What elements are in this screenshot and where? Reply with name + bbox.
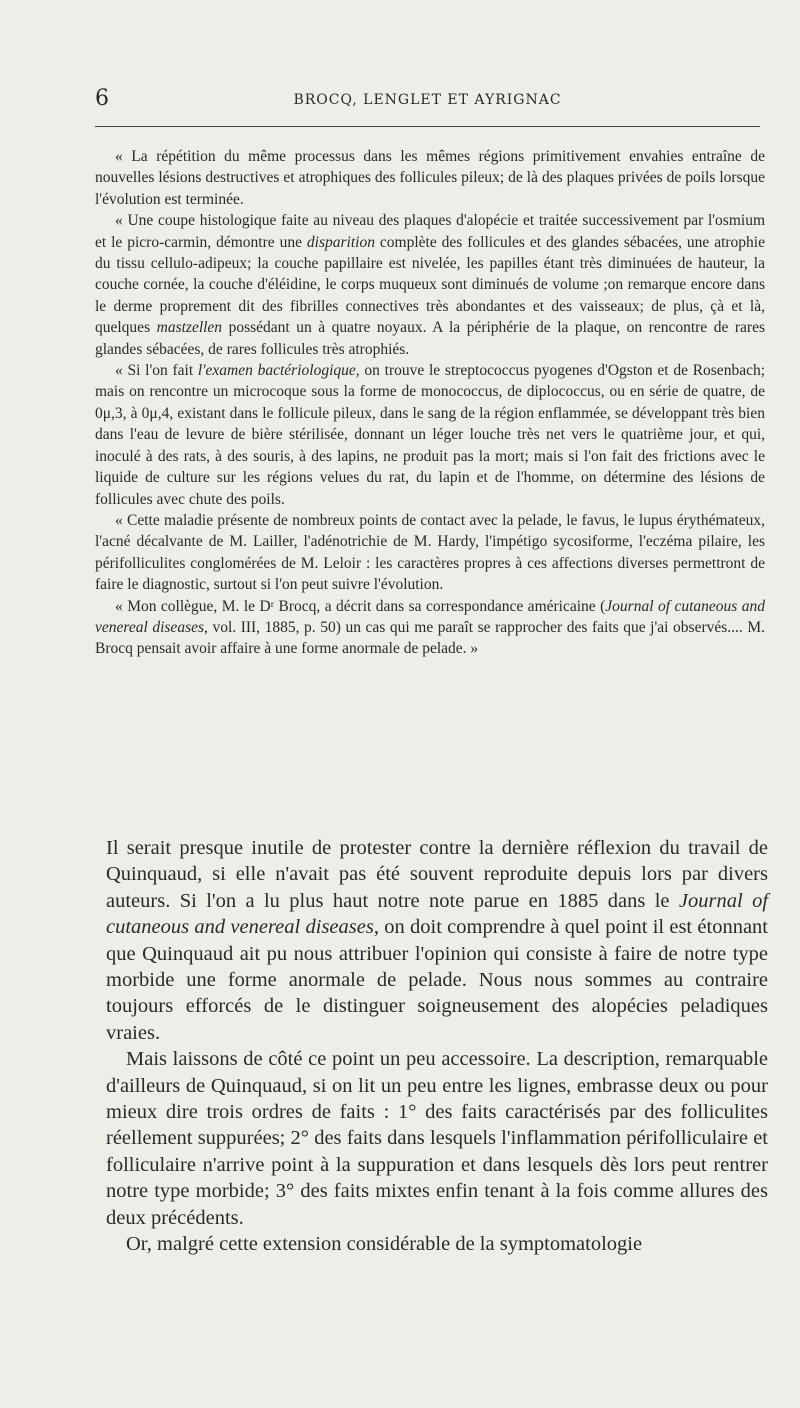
quote-paragraph-4: « Cette maladie présente de nombreux points de contact avec la pelade, le favus, le lupus érythémateux, l'acné décalvante de M. Lailler, l'adénotrichie de M. Hardy, l'impétigo sycosiforme, l'eczéma pilaire, les périfolliculites conglomérées de M. Leloir : les caractères propres à ces affections diverses permettront de faire le diagnostic, surtout si l'on peut suivre l'évolution. bbox=[95, 511, 765, 594]
page-number: 6 bbox=[95, 86, 109, 111]
main-paragraph-3: Or, malgré cette extension considérable de la symptomatologie bbox=[126, 1233, 643, 1256]
quoted-passage bbox=[95, 146, 765, 660]
quote-paragraph-1: « La répétition du même processus dans les mêmes régions primitivement envahies entraîne de nouvelles lésions destructives et atrophiques des follicules pileux; de là des plaques privées de poils lorsque l'évolution est terminée. bbox=[95, 148, 765, 208]
page-header bbox=[95, 84, 760, 114]
quote-paragraph-3: « Si l'on fait l'examen bactériologique, on trouve le streptococcus pyogenes d'Ogston et de Rosenbach; mais on rencontre un microcoque sous la forme de monococcus, de diplococcus, ou en série de quatre, de 0μ,3, à 0μ,4, existant dans le follicule pileux, dans le sang de la région enflammée, se développant très bien dans l'eau de levure de bière stérilisée, donnant un léger louche très net vers le quatrième jour, et qui, inoculé à des rats, à des souris, à des lapins, ne produit pas la mort; mais si l'on fait des frictions avec le liquide de culture sur les régions velues du rat, du lapin et de l'homme, on détermine des lésions de follicules avec chute des poils. bbox=[95, 362, 766, 508]
quote-paragraph-5: « Mon collègue, M. le Dʳ Brocq, a décrit dans sa correspondance américaine (Journal of cutaneous and venereal diseases, vol. III, 1885, p. 50) un cas qui me paraît se rapprocher des faits que j'ai observés.... M. Brocq pensait avoir affaire à une forme anormale de pelade. » bbox=[95, 597, 765, 658]
quote-paragraph-2: « Une coupe histologique faite au niveau des plaques d'alopécie et traitée successivement par l'osmium et le picro-carmin, démontre une disparition complète des follicules et des glandes sébacées, une atrophie du tissu cellulo-adipeux; la couche papillaire est nivelée, les papilles étant très diminuées de hauteur, la couche cornée, la couche d'éléidine, le corps muqueux sont diminués de volume ;on remarque encore dans le derme proprement dit des fibrilles connectives très abondantes et des vaisseaux; de plus, çà et là, quelques mastzellen possédant un à quatre noyaux. A la périphérie de la plaque, on rencontre de rares glandes sébacées, de rares follicules très atrophiés. bbox=[95, 212, 765, 358]
running-head: BROCQ, LENGLET ET AYRIGNAC bbox=[293, 92, 562, 108]
main-text bbox=[106, 835, 768, 1258]
header-rule bbox=[95, 126, 760, 127]
main-paragraph-2: Mais laissons de côté ce point un peu accessoire. La description, remarquable d'ailleurs de Quinquaud, si on lit un peu entre les lignes, embrasse deux ou pour mieux dire trois ordres de faits : 1° des faits caractérisés par des folliculites réellement suppurées; 2° des faits dans lesquels l'inflammation périfolliculaire et folliculaire n'arrive point à la suppuration et dans lesquels dès lors peut rentrer notre type morbide; 3° des faits mixtes enfin tenant à la fois comme allures des deux précédents. bbox=[106, 1048, 768, 1229]
main-paragraph-1: Il serait presque inutile de protester contre la dernière réflexion du travail de Quinquaud, si elle n'avait pas été souvent reproduite depuis lors par divers auteurs. Si l'on a lu plus haut notre note parue en 1885 dans le Journal of cutaneous and venereal diseases, on doit comprendre à quel point il est étonnant que Quinquaud ait pu nous attribuer l'opinion qui consiste à faire de notre type morbide une forme anormale de pelade. Nous nous sommes au contraire toujours efforcés de le distinguer soigneusement des alopécies peladiques vraies. bbox=[106, 837, 769, 1044]
